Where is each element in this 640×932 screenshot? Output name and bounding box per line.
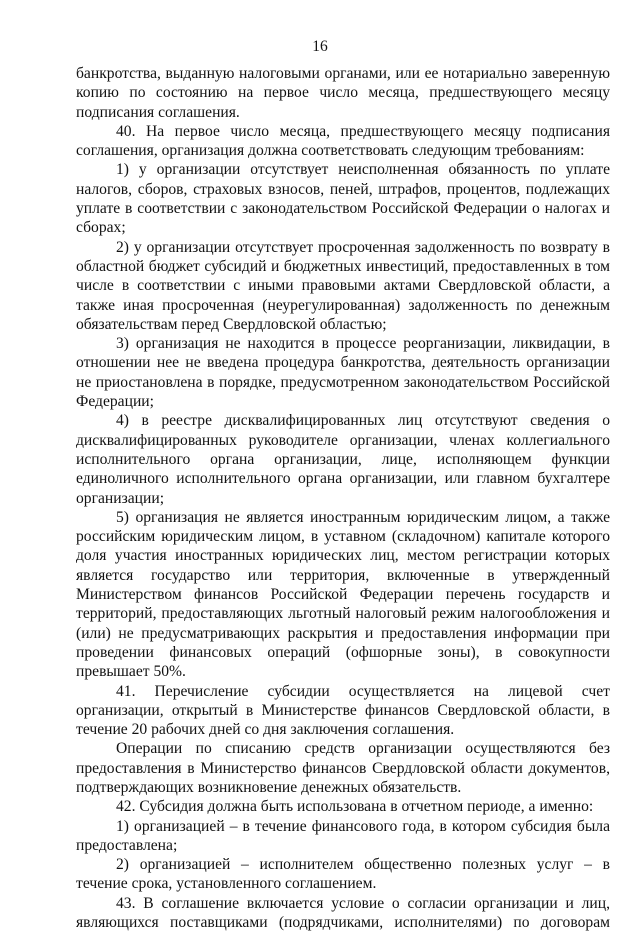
paragraph-item-40-2: 2) у организации отсутствует просроченная задолженность по возврату в областной бюджет субсидий и бюджетных инвестиций, предоставленных в том числе в соответствии с иными правовыми актами Свердловской области, а также иная просроченная (неурегулированная) задолженность по денежным обязательствам перед Свердловской областью;: [76, 238, 610, 333]
paragraph-item-40-5: 5) организация не является иностранным юридическим лицом, а также российским юридическим лицом, в уставном (складочном) капитале которого доля участия иностранных юридических лиц, местом регистрации которых является государство или территория, включенные в утвержденный Министерством финансов Российской Федерации перечень государств и территорий, предоставляющих льготный налоговый режим налогообложения и (или) не предусматривающих раскрытия и предоставления информации при проведении финансовых операций (офшорные зоны), в совокупности превышает 50%.: [76, 508, 610, 681]
paragraph-item-42-2: 2) организацией – исполнителем общественно полезных услуг – в течение срока, установленного соглашением.: [76, 856, 610, 893]
paragraph-item-40-4: 4) в реестре дисквалифицированных лиц отсутствуют сведения о дисквалифицированных руководителе организации, членах коллегиального исполнительного органа организации, лице, исполняющем функции единоличного исполнительного органа организации, или главном бухгалтере организации;: [76, 412, 610, 507]
paragraph-item-41: 41. Перечисление субсидии осуществляется на лицевой счет организации, открытый в Министерстве финансов Свердловской области, в течение 20 рабочих дней со дня заключения соглашения.: [76, 682, 610, 739]
paragraph-item-40-1: 1) у организации отсутствует неисполненная обязанность по уплате налогов, сборов, страховых взносов, пеней, штрафов, процентов, подлежащих уплате в соответствии с законодательством Российской Федерации о налогах и сборах;: [76, 161, 610, 237]
paragraph-item-42: 42. Субсидия должна быть использована в отчетном периоде, а именно:: [116, 798, 594, 816]
paragraph-continuation: банкротства, выданную налоговыми органами, или ее нотариально заверенную копию по состоянию на первое число месяца, предшествующего месяцу подписания соглашения.: [76, 65, 610, 121]
paragraph-item-40-3: 3) организация не находится в процессе реорганизации, ликвидации, в отношении нее не введена процедура банкротства, деятельность организации не приостановлена в порядке, предусмотренном законодательством Российской Федерации;: [76, 335, 610, 411]
page-number: 16: [312, 38, 328, 55]
paragraph-item-40: 40. На первое число месяца, предшествующего месяцу подписания соглашения, организация должна соответствовать следующим требованиям:: [76, 122, 610, 160]
document-body: [76, 64, 610, 932]
paragraph-item-43: 43. В соглашение включается условие о согласии организации и лиц, являющихся поставщиками (подрядчиками, исполнителями) по договорам: [76, 894, 610, 932]
paragraph-item-42-1: 1) организацией – в течение финансового года, в котором субсидия была предоставлена;: [76, 817, 610, 854]
paragraph-item-41-operations: Операции по списанию средств организации осуществляются без предоставления в Министерство финансов Свердловской области документов, подтверждающих возникновение денежных обязательств.: [76, 740, 610, 796]
